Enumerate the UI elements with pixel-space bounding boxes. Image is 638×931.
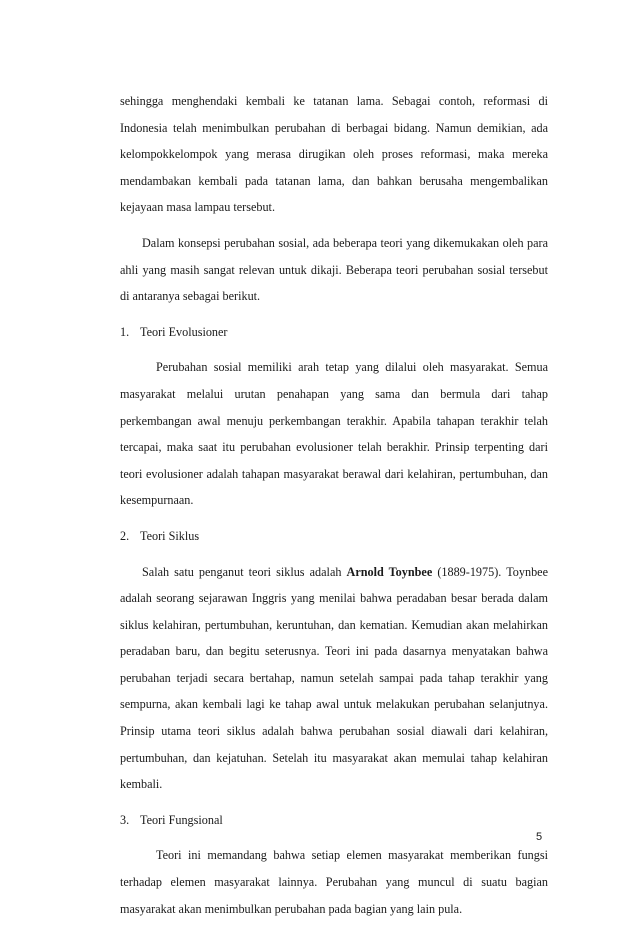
section-title: Teori Evolusioner [140, 324, 228, 339]
paragraph-theory-intro: Dalam konsepsi perubahan sosial, ada beberapa teori yang dikemukakan oleh para ahli yang masih sangat relevan untuk dikaji. Beberapa teori perubahan sosial tersebut di antaranya sebagai berikut. [120, 235, 548, 304]
section-heading-siklus [120, 523, 548, 550]
section-number: 3. [120, 812, 130, 827]
section-heading-fungsional [120, 807, 548, 834]
section-heading-evolusioner [120, 319, 548, 346]
paragraph-intro-continued: sehingga menghendaki kembali ke tatanan lama. Sebagai contoh, reformasi di Indonesia telah menimbulkan perubahan di berbagai bidang. Namun demikian, ada kelompokkelompok yang merasa dirugikan oleh proses reformasi, maka mereka mendambakan kembali pada tatanan lama, dan bahkan berusaha mengembalikan kejayaan masa lampau tersebut. [120, 94, 548, 215]
person-name-bold: Arnold Toynbee [346, 564, 433, 579]
section-number: 1. [120, 324, 130, 339]
page-number: 5 [536, 831, 543, 843]
section-body-evolusioner: Perubahan sosial memiliki arah tetap yang dilalui oleh masyarakat. Semua masyarakat melalui urutan penahapan yang sama dan bermula dari tahap perkembangan awal menuju perkembangan terakhir. Apabila tahapan terakhir telah tercapai, maka saat itu perubahan evolusioner telah berakhir. Prinsip terpenting dari teori evolusioner adalah tahapan masyarakat berawal dari kelahiran, pertumbuhan, dan kesempurnaan. [120, 360, 548, 508]
section-body-fungsional: Teori ini memandang bahwa setiap elemen masyarakat memberikan fungsi terhadap elemen masyarakat lainnya. Perubahan yang muncul di suatu bagian masyarakat akan menimbulkan perubahan pada bagian yang lain pula. [120, 848, 548, 916]
body-text: Salah satu penganut teori siklus adalah [142, 564, 347, 579]
section-title: Teori Siklus [140, 528, 200, 543]
body-text: (1889-1975). Toynbee adalah seorang sejarawan Inggris yang menilai bahwa peradaban besar berada dalam siklus kelahiran, pertumbuhan, keruntuhan, dan kematian. Kemudian akan melahirkan peradaban baru, dan begitu seterusnya. Teori ini pada dasarnya menyatakan bahwa perubahan terjadi secara bertahap, namun setelah sampai pada tahap terakhir yang sempurna, akan kembali lagi ke tahap awal untuk melakukan perubahan selanjutnya. Prinsip utama teori siklus adalah bahwa perubahan sosial diawali dari kelahiran, pertumbuhan, dan kejatuhan. Setelah itu masyarakat akan memulai tahap kelahiran kembali. [120, 564, 548, 792]
section-title: Teori Fungsional [140, 812, 223, 827]
section-body-siklus [120, 559, 548, 798]
section-number: 2. [120, 528, 130, 543]
page-content [120, 88, 548, 931]
